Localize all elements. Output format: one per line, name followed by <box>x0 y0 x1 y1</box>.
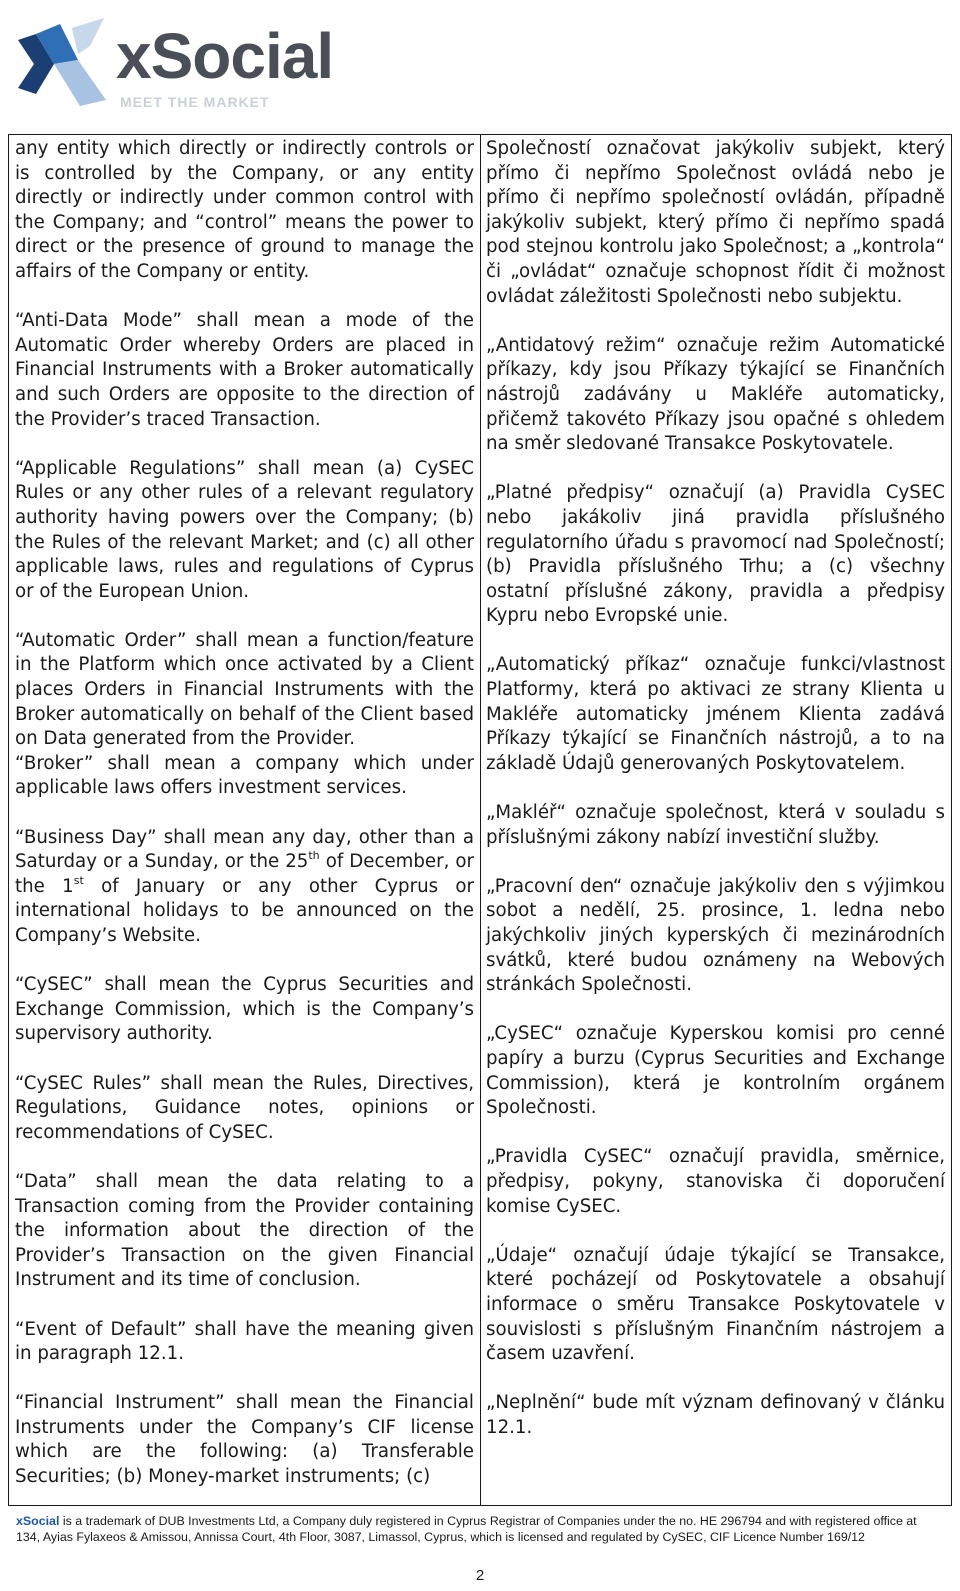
definition-cysec-rules-en: “CySEC Rules” shall mean the Rules, Directives, Regulations, Guidance notes, opinions or recommendations of CySEC. <box>15 1072 474 1143</box>
definition-broker-en: “Broker” shall mean a company which under applicable laws offers investment services. <box>15 752 474 799</box>
definition-data-en: “Data” shall mean the data relating to a Transaction coming from the Provider containing the information about the direction of the Provider’s Transaction on the given Financial Instrument and its time of conclusion. <box>15 1170 474 1291</box>
definition-automatic-order-cs: „Automatický příkaz“ označuje funkci/vlastnost Platformy, která po aktivaci ze strany Klienta u Makléře automaticky jménem Klienta zadává Příkazy týkající se Finančních nástrojů, a to na základě Údajů generovaných Poskytovatelem. <box>486 654 945 774</box>
footer-brand: xSocial <box>16 1514 60 1528</box>
definition-applicable-regulations-cs: „Platné předpisy“ označují (a) Pravidla CySEC nebo jakákoliv jiná pravidla příslušného regulatorního úřadu s pravomocí nad Společností; (b) Pravidla příslušného Trhu; a (c) všechny ostatní příslušné zákony, pravidla a předpisy Kypru nebo Evropské unie. <box>486 482 945 627</box>
definition-affiliate-cs: Společností označovat jakýkoliv subjekt, který přímo či nepřímo Společnost ovládá nebo je přímo či nepřímo společností ovládán, případně jakýkoliv subjekt, který přímo či nepřímo spadá pod stejnou kontrolu jako Společnost; a „kontrola“ či „ovládat“ označuje schopnost řídit či možnost ovládat záležitosti Společnosti nebo subjektu. <box>486 138 945 307</box>
definition-business-day-cs: „Pracovní den“ označuje jakýkoliv den s výjimkou sobot a nedělí, 25. prosince, 1. ledna nebo jakýchkoliv jiných kyperských či mezinárodních svátků, které budou oznámeny na Webových stránkách Společnosti. <box>486 875 945 996</box>
definition-cysec-en: “CySEC” shall mean the Cyprus Securities and Exchange Commission, which is the Company’s supervisory authority. <box>15 974 474 1045</box>
definition-applicable-regulations-en: “Applicable Regulations” shall mean (a) CySEC Rules or any other rules of a relevant regulatory authority having powers over the Company; (b) the Rules of the relevant Market; and (c) all other applicable laws, rules and regulations of Cyprus or of the European Union. <box>15 457 474 602</box>
definition-data-cs: „Údaje“ označují údaje týkající se Transakce, které pocházejí od Poskytovatele a obsahují informace o směru Transakce Poskytovatele v souvislosti s příslušným Finančním nástrojem a časem uzavření. <box>486 1244 945 1365</box>
page-number: 2 <box>475 1567 485 1584</box>
definition-automatic-order-en: “Automatic Order” shall mean a function/feature in the Platform which once activated by a Client places Orders in Financial Instruments with the Broker automatically on behalf of the Client based on Data generated from the Provider. <box>15 629 474 750</box>
logo-tagline: MEET THE MARKET <box>120 94 270 110</box>
definition-cysec-rules-cs: „Pravidla CySEC“ označují pravidla, směrnice, předpisy, pokyny, stanoviska či doporučení komise CySEC. <box>486 1146 945 1217</box>
definition-event-of-default-en: “Event of Default” shall have the meaning given in paragraph 12.1. <box>15 1318 474 1365</box>
footer-text: is a trademark of DUB Investments Ltd, a Company duly registered in Cyprus Registrar of Companies under the no. HE 296794 and with registered office at 134, Ayias Fylaxeos & Amissou, Annissa Court, 4th Floor, 3087, Limassol, Cyprus, which is licensed and regulated by CySEC, CIF Licence Number 169/12 <box>16 1514 917 1544</box>
definition-cysec-cs: „CySEC“ označuje Kyperskou komisi pro cenné papíry a burzu (Cyprus Securities and Exchange Commission), která je kontrolním orgánem Společnosti. <box>486 1023 945 1119</box>
xsocial-logo-mark-icon <box>14 14 114 114</box>
company-logo <box>14 14 344 114</box>
legal-footer <box>16 1513 940 1545</box>
logo-wordmark: xSocial <box>116 20 334 92</box>
czech-column <box>480 135 951 1505</box>
definition-financial-instrument-en: “Financial Instrument” shall mean the Financial Instruments under the Company’s CIF license which are the following: (a) Transferable Securities; (b) Money-market instruments; (c) <box>15 1392 474 1488</box>
bilingual-definitions-table <box>8 134 952 1506</box>
english-column <box>9 135 480 1505</box>
definition-event-of-default-cs: „Neplnění“ bude mít význam definovaný v článku 12.1. <box>486 1392 945 1438</box>
definition-anti-data-mode-cs: „Antidatový režim“ označuje režim Automatické příkazy, kdy jsou Příkazy týkající se Finančních nástrojů zadávány u Makléře automaticky, přičemž takovéto Příkazy jsou opačné s ohledem na směr sledované Transakce Poskytovatele. <box>486 334 945 455</box>
definition-business-day-en: “Business Day” shall mean any day, other than a Saturday or a Sunday, or the 25th of December, or the 1st of January or any other Cyprus or international holidays to be announced on the Company’s Website. <box>15 826 474 946</box>
definition-affiliate-en: any entity which directly or indirectly controls or is controlled by the Company, or any entity directly or indirectly under common control with the Company; and “control” means the power to direct or the presence of ground to manage the affairs of the Company or entity. <box>15 138 474 282</box>
definition-broker-cs: „Makléř“ označuje společnost, která v souladu s příslušnými zákony nabízí investiční služby. <box>486 802 945 848</box>
definition-anti-data-mode-en: “Anti-Data Mode” shall mean a mode of the Automatic Order whereby Orders are placed in Financial Instruments with a Broker automatically and such Orders are opposite to the direction of the Provider’s traced Transaction. <box>15 310 474 430</box>
